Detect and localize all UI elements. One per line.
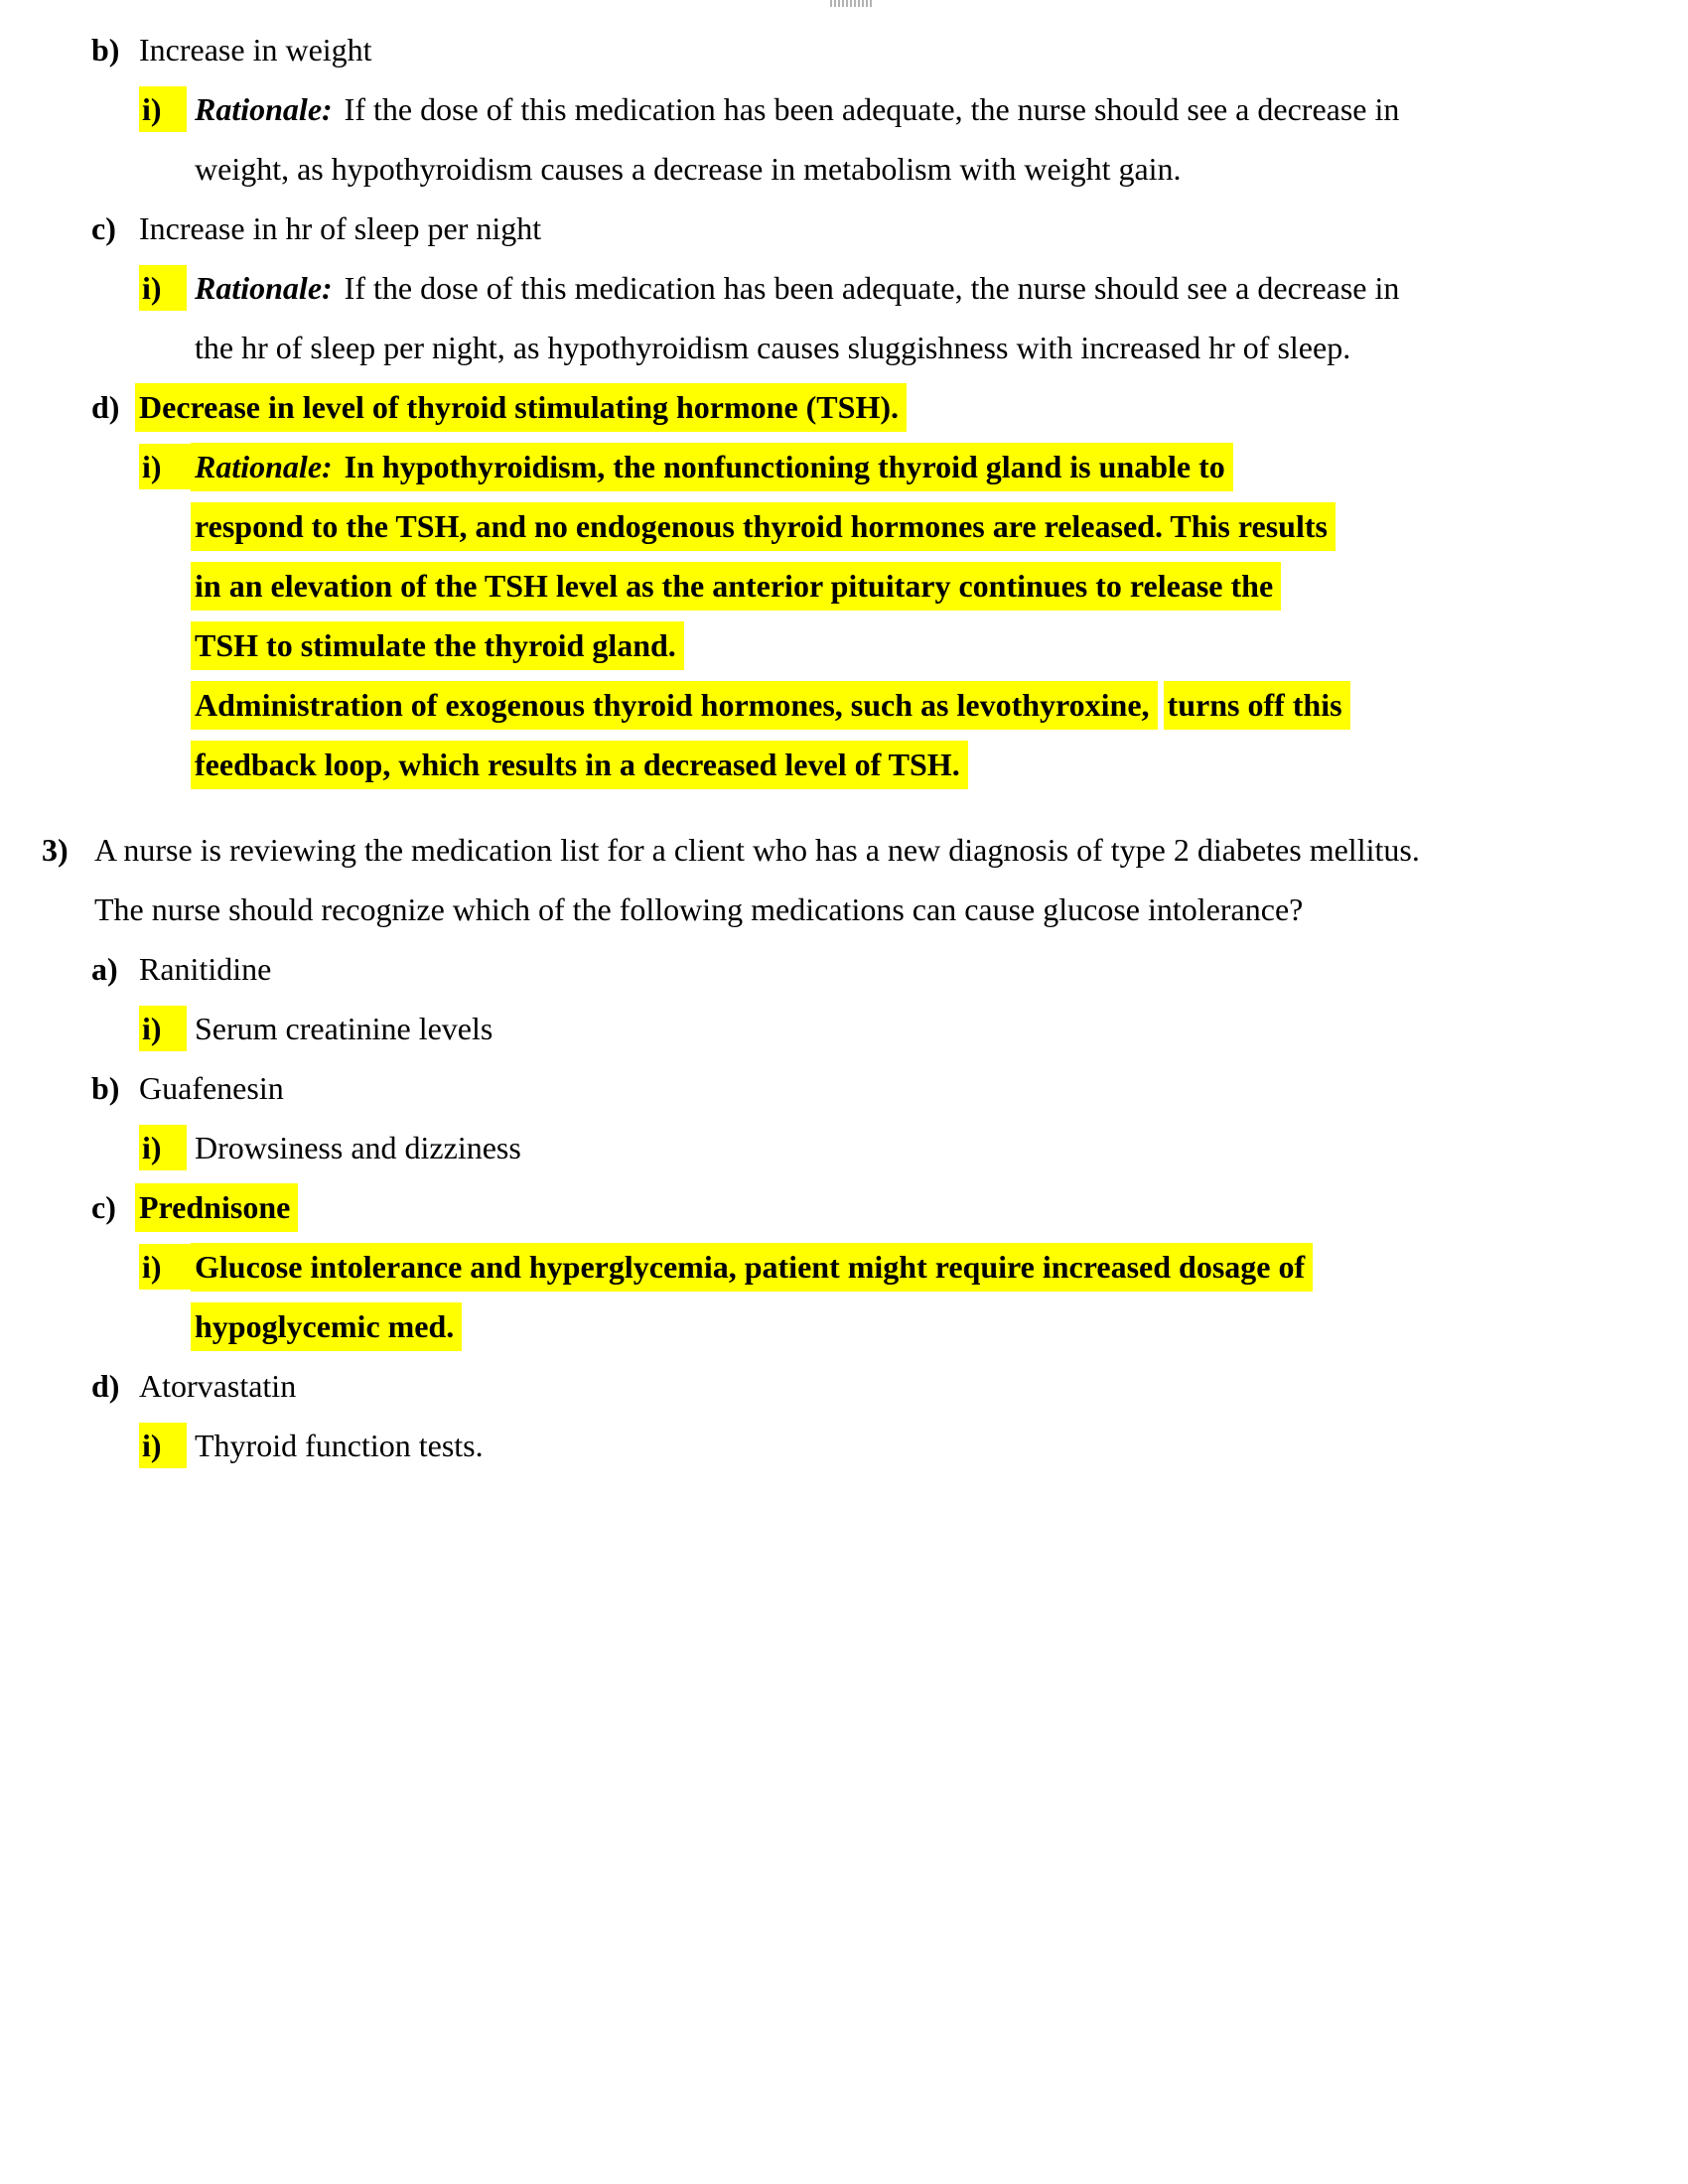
text-segment: Prednisone xyxy=(135,1183,298,1232)
list-marker: c) xyxy=(91,1189,116,1225)
document-line xyxy=(0,1297,1688,1356)
list-marker: d) xyxy=(91,1368,120,1404)
text-segment: in an elevation of the TSH level as the anterior pituitary continues to release the xyxy=(191,562,1281,611)
document-line xyxy=(0,318,1688,377)
text-segment: TSH to stimulate the thyroid gland. xyxy=(191,621,684,670)
document-line xyxy=(0,1058,1688,1118)
text-segment: respond to the TSH, and no endogenous thyroid hormones are released. This results xyxy=(191,502,1336,551)
text-segment: feedback loop, which results in a decreased level of TSH. xyxy=(191,741,968,789)
document-line xyxy=(0,1237,1688,1297)
document-line xyxy=(0,999,1688,1058)
list-marker: i) xyxy=(139,1423,187,1468)
document-line xyxy=(0,1118,1688,1177)
text-segment: A nurse is reviewing the medication list for a client who has a new diagnosis of type 2 diabetes mellitus. xyxy=(94,832,1420,868)
text-segment: Administration of exogenous thyroid hormones, such as levothyroxine, xyxy=(191,681,1158,730)
list-marker: i) xyxy=(139,1006,187,1051)
text-segment: Decrease in level of thyroid stimulating hormone (TSH). xyxy=(135,383,907,432)
text-segment: Increase in hr of sleep per night xyxy=(139,210,542,246)
document-line xyxy=(0,1416,1688,1475)
text-segment: Rationale: xyxy=(195,270,333,306)
list-marker: b) xyxy=(91,32,120,68)
document-line xyxy=(0,880,1688,939)
text-segment: turns off this xyxy=(1164,681,1350,730)
document-line xyxy=(0,1356,1688,1416)
document-line xyxy=(0,496,1688,556)
page-edge-artifact xyxy=(830,0,874,7)
list-marker: i) xyxy=(139,265,187,311)
document-line xyxy=(0,675,1688,735)
document-line xyxy=(0,258,1688,318)
list-marker: a) xyxy=(91,951,118,987)
text-segment: Glucose intolerance and hyperglycemia, patient might require increased dosage of xyxy=(191,1243,1313,1292)
document-line xyxy=(0,20,1688,79)
list-marker: i) xyxy=(139,86,187,132)
list-marker: c) xyxy=(91,210,116,246)
text-segment: Serum creatinine levels xyxy=(195,1011,493,1046)
text-segment: Increase in weight xyxy=(139,32,372,68)
text-segment: If the dose of this medication has been adequate, the nurse should see a decrease in xyxy=(344,270,1400,306)
document-line xyxy=(0,437,1688,496)
document-content xyxy=(0,20,1688,1475)
list-marker: i) xyxy=(139,444,191,489)
text-segment: weight, as hypothyroidism causes a decrease in metabolism with weight gain. xyxy=(195,151,1182,187)
list-marker: i) xyxy=(139,1244,191,1290)
text-segment: Atorvastatin xyxy=(139,1368,297,1404)
list-marker: b) xyxy=(91,1070,120,1106)
text-segment: If the dose of this medication has been adequate, the nurse should see a decrease in xyxy=(344,91,1400,127)
document-line xyxy=(0,139,1688,199)
document-line xyxy=(0,735,1688,794)
document-line xyxy=(0,377,1688,437)
list-marker: i) xyxy=(139,1125,187,1170)
document-line xyxy=(0,199,1688,258)
text-segment: Guafenesin xyxy=(139,1070,284,1106)
document-line xyxy=(0,1177,1688,1237)
list-marker: d) xyxy=(91,389,120,425)
text-segment: Rationale: xyxy=(191,443,345,491)
text-segment: Thyroid function tests. xyxy=(195,1428,484,1463)
document-line xyxy=(0,615,1688,675)
text-segment: Rationale: xyxy=(195,91,333,127)
text-segment: the hr of sleep per night, as hypothyroidism causes sluggishness with increased hr of sleep. xyxy=(195,330,1351,365)
document-line xyxy=(0,79,1688,139)
text-segment: Drowsiness and dizziness xyxy=(195,1130,521,1165)
text-segment: The nurse should recognize which of the following medications can cause glucose intolerance? xyxy=(94,891,1304,927)
document-line xyxy=(0,556,1688,615)
document-line xyxy=(0,939,1688,999)
text-segment: Ranitidine xyxy=(139,951,272,987)
list-marker: 3) xyxy=(42,832,69,868)
text-segment: hypoglycemic med. xyxy=(191,1302,462,1351)
document-line xyxy=(0,820,1688,880)
text-segment: In hypothyroidism, the nonfunctioning thyroid gland is unable to xyxy=(341,443,1233,491)
